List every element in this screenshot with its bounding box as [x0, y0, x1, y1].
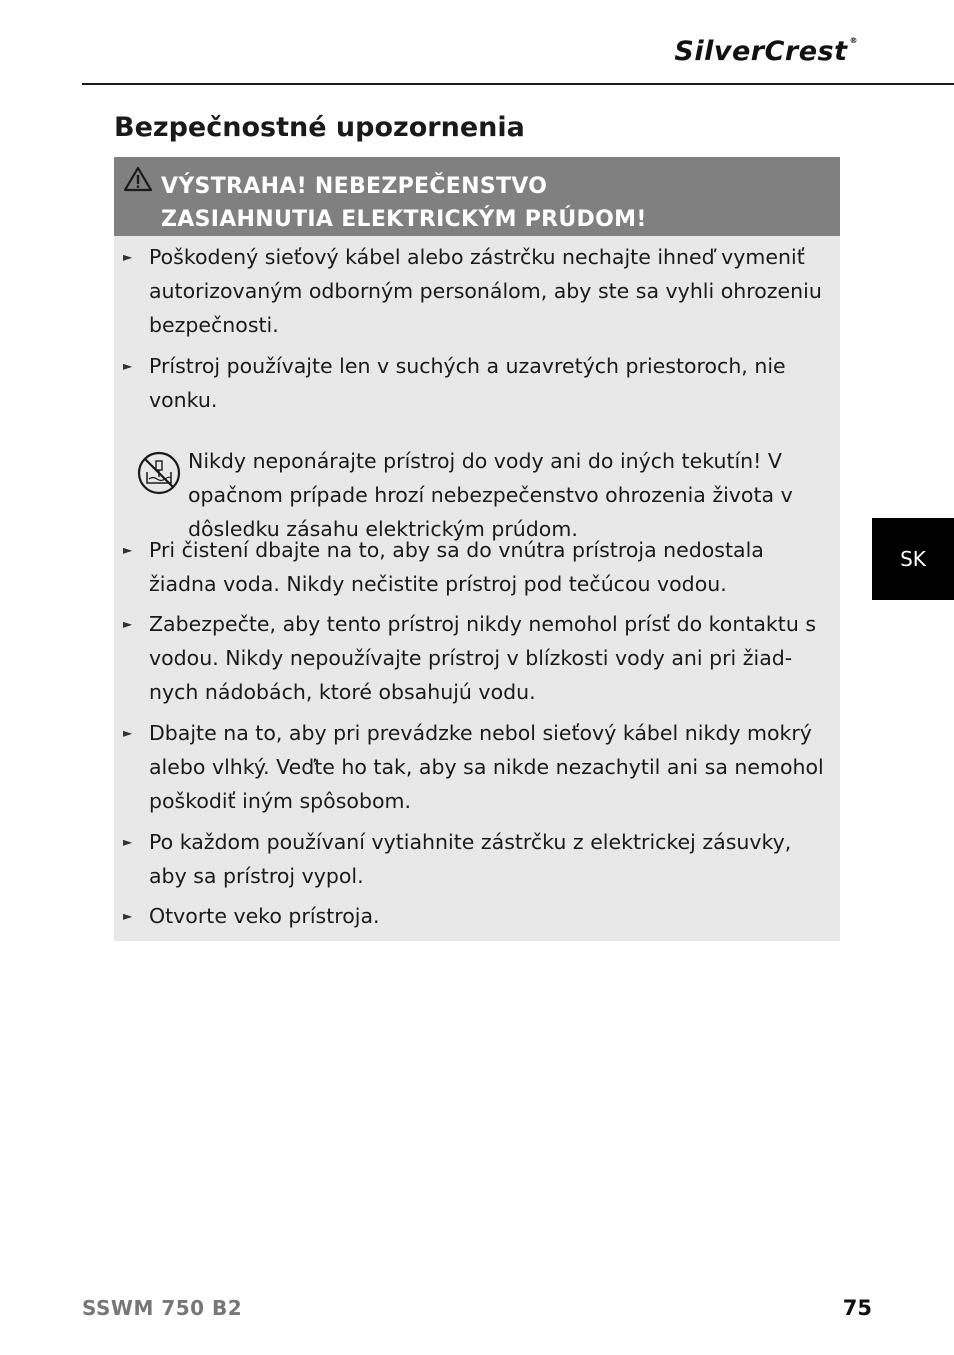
- brand-logo: [674, 36, 858, 67]
- list-item-text: Dbajte na to, aby pri prevádzke nebol sieťový kábel nikdy mokrý alebo vlhký. Veďte ho tak, aby sa nikde nezachytil ani sa nemohol poškodiť iným spôsobom.: [149, 721, 824, 813]
- list-item: [123, 716, 829, 818]
- list-item-text: Pri čistení dbajte na to, aby sa do vnútra prístroja nedostala žiadna voda. Nikdy nečistite prístroj pod tečúcou vodou.: [149, 538, 764, 596]
- bullet-arrow-icon: ►: [123, 359, 133, 373]
- header-rule: [82, 83, 954, 85]
- list-item-text: Zabezpečte, aby tento prístroj nikdy nemohol prísť do kontaktu s vodou. Nikdy nepoužívajte prístroj v blízkosti vody ani pri žiad-nych nádobách, ktoré obsahujú vodu.: [149, 612, 817, 704]
- brand-name: SilverCrest: [674, 36, 848, 67]
- list-item: [123, 899, 829, 933]
- list-item-text: Prístroj používajte len v suchých a uzavretých priestoroch, nie vonku.: [149, 354, 786, 412]
- warning-header: [114, 157, 840, 236]
- warning-title: [161, 170, 647, 236]
- bullet-arrow-icon: ►: [123, 726, 133, 740]
- bullet-arrow-icon: ►: [123, 250, 133, 264]
- list-item-text: Poškodený sieťový kábel alebo zástrčku nechajte ihneď vymeniť autorizovaným odborným personálom, aby ste sa vyhli ohrozeniu bezpečnosti.: [149, 245, 822, 337]
- list-item-text: Otvorte veko prístroja.: [149, 904, 380, 928]
- warning-body: [114, 236, 840, 941]
- page-number: 75: [842, 1296, 872, 1320]
- bullet-arrow-icon: ►: [123, 909, 133, 923]
- warning-triangle-icon: [123, 166, 153, 192]
- language-tab: SK: [872, 518, 954, 600]
- no-immersion-icon: [136, 450, 182, 496]
- warning-title-line1: VÝSTRAHA! NEBEZPEČENSTVO: [161, 174, 548, 199]
- bullet-arrow-icon: ►: [123, 543, 133, 557]
- registered-mark: ®: [849, 36, 858, 45]
- list-item: [123, 240, 829, 342]
- list-item: [123, 607, 829, 709]
- section-title: Bezpečnostné upozornenia: [114, 112, 525, 143]
- bullet-arrow-icon: ►: [123, 617, 133, 631]
- list-item: [123, 825, 829, 893]
- warning-title-line2: ZASIAHNUTIA ELEKTRICKÝM PRÚDOM!: [161, 207, 647, 232]
- bullet-arrow-icon: ►: [123, 835, 133, 849]
- footer-model-number: SSWM 750 B2: [82, 1296, 243, 1320]
- list-item-text: Po každom používaní vytiahnite zástrčku z elektrickej zásuvky, aby sa prístroj vypol.: [149, 830, 792, 888]
- immersion-warning-text: Nikdy neponárajte prístroj do vody ani do iných tekutín! V opačnom prípade hrozí nebezpečenstvo ohrozenia života v dôsledku zásahu elektrickým prúdom.: [188, 448, 793, 541]
- list-item: [123, 349, 829, 417]
